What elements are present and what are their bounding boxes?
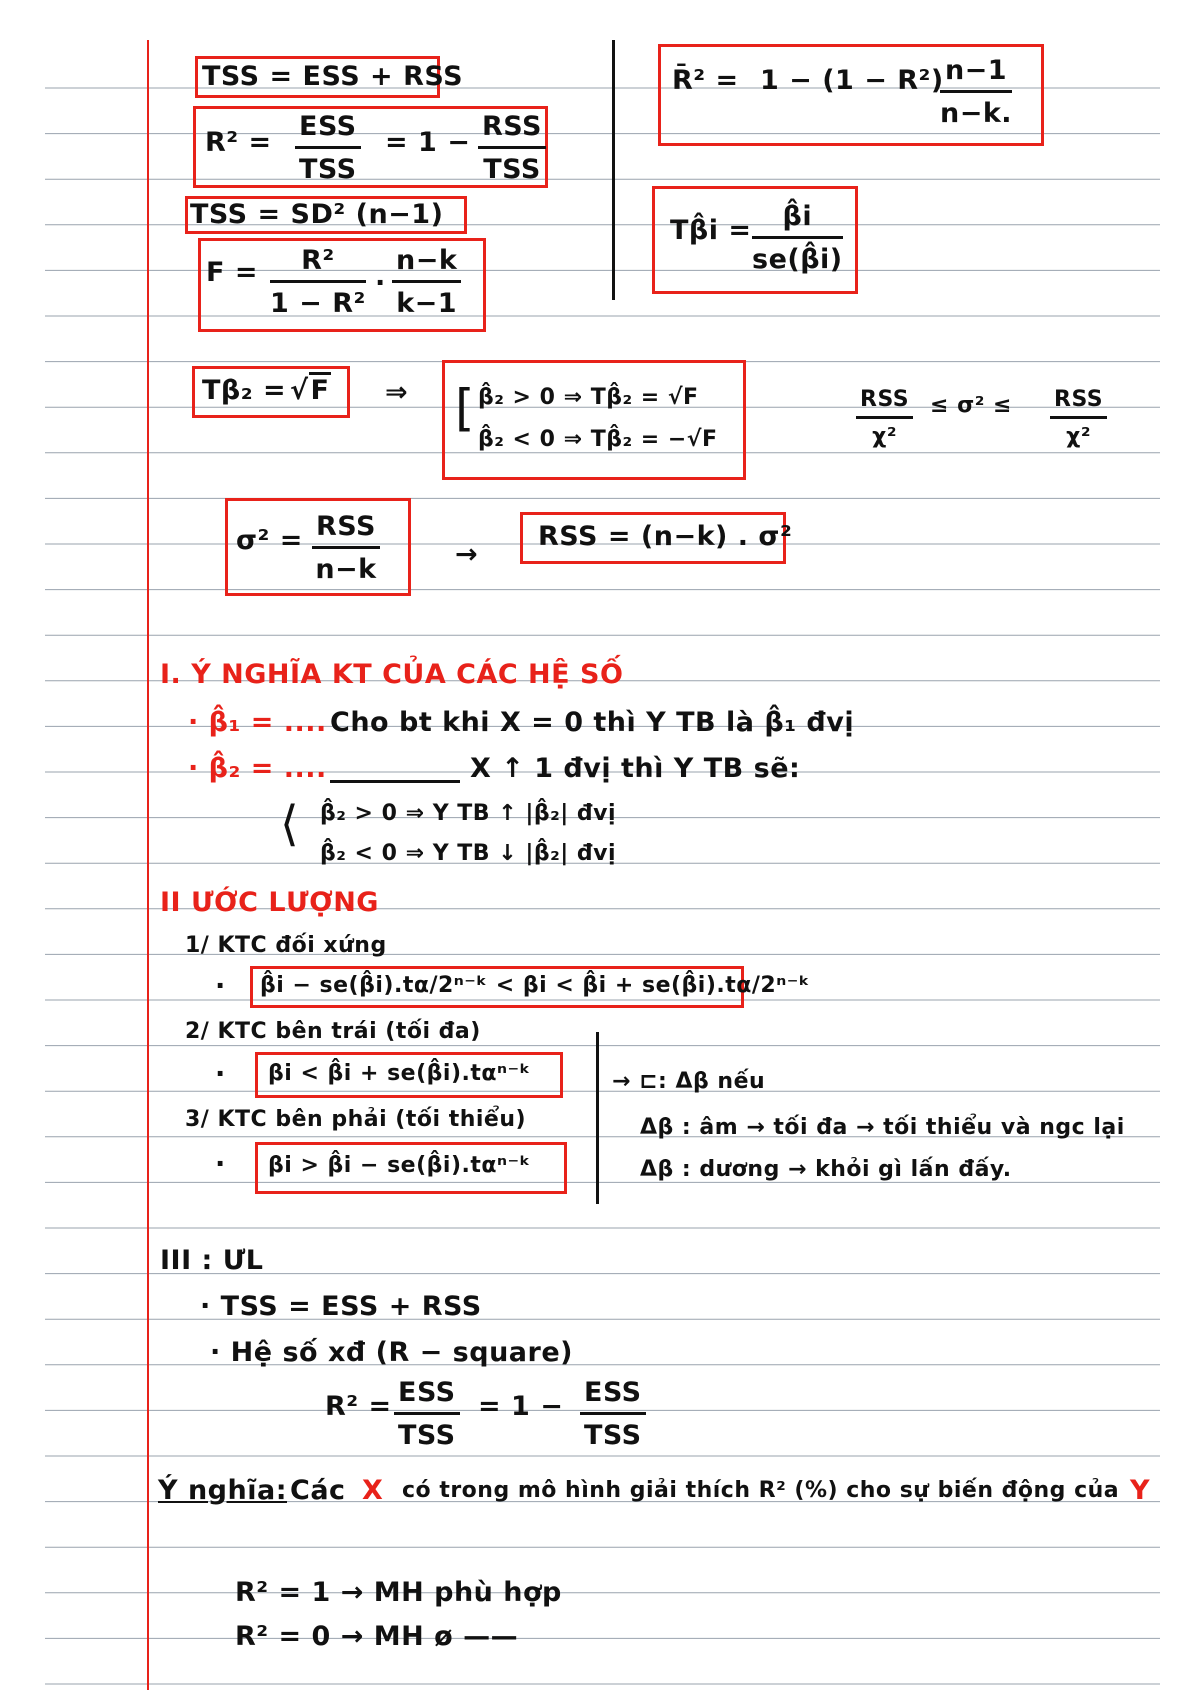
ci-left-formula: βi < β̂i + se(β̂i).tαⁿ⁻ᵏ [268, 1061, 531, 1086]
ci-symmetric-label: 1/ KTC đối xứng [185, 933, 387, 958]
fraction-numerator: n−k [392, 244, 461, 283]
beta2-case-positive: β̂₂ > 0 ⇒ Y TB ↑ |β̂₂| đvị [320, 801, 617, 826]
sqrt-radicand: F [309, 372, 332, 406]
formula-adj-lhs: R̄² = [672, 65, 739, 96]
case-positive: β̂₂ > 0 ⇒ Tβ̂₂ = √F [478, 385, 699, 410]
fraction-rss-chi1 [856, 386, 913, 451]
formula-r2-mid: = 1 − [385, 127, 471, 158]
fraction-nk-over-k1 [392, 244, 461, 321]
arrow-implies-2: → [455, 539, 479, 570]
case-negative: β̂₂ < 0 ⇒ Tβ̂₂ = −√F [478, 427, 718, 452]
bullet-dot: · [215, 1059, 226, 1090]
formula-f-lhs: F = [206, 257, 258, 288]
column-divider [612, 40, 615, 300]
section-3-r2-mid: = 1 − [478, 1391, 564, 1422]
fraction-numerator: RSS [1050, 386, 1107, 419]
formula-rss-equation: RSS = (n−k) . σ² [538, 521, 793, 552]
fraction-denominator: TSS [584, 1420, 642, 1451]
section-1-title: I. Ý NGHĨA KT CỦA CÁC HỆ SỐ [160, 659, 624, 690]
ci-right-label: 3/ KTC bên phải (tối thiểu) [185, 1107, 527, 1132]
fraction-numerator: ESS [295, 110, 361, 149]
beta2-text: X ↑ 1 đvị thì Y TB sẽ: [470, 753, 801, 784]
arrow-implies-1: ⇒ [385, 377, 409, 408]
case-angle: ⟨ [280, 796, 300, 852]
note-line-2: Δβ : âm → tối đa → tối thiểu và ngc lại [640, 1115, 1125, 1140]
beta1-text: Cho bt khi X = 0 thì Y TB là β̂₁ đvị [330, 707, 855, 738]
fraction-numerator: R² [270, 244, 366, 283]
bullet-dot: · [215, 971, 226, 1002]
blank-line [330, 780, 460, 783]
fraction-denominator: se(β̂i) [752, 244, 843, 275]
r2-equals-one: R² = 1 → MH phù hợp [235, 1577, 562, 1608]
box-sign-cases [442, 360, 746, 480]
fraction-denominator: n−k [315, 554, 377, 585]
fraction-denominator: χ² [872, 424, 897, 449]
fraction-denominator: n−k. [940, 98, 1013, 129]
section-3-r2-lhs: R² = [325, 1391, 392, 1422]
fraction-rss-chi2 [1050, 386, 1107, 451]
meaning-x: X [362, 1475, 384, 1506]
formula-tss-decomposition: TSS = ESS + RSS [202, 61, 464, 92]
fraction-denominator: χ² [1066, 424, 1091, 449]
section-3-title: III : ƯL [160, 1245, 264, 1276]
meaning-label: Ý nghĩa: [158, 1475, 287, 1506]
fraction-numerator: RSS [478, 110, 546, 149]
meaning-text-2: có trong mô hình giải thích R² (%) cho sự biến động của [402, 1478, 1120, 1503]
beta2-label: · β̂₂ = .... [188, 753, 327, 784]
fraction-ess-tss [295, 110, 361, 187]
fraction-denominator: 1 − R² [270, 288, 366, 319]
fraction-numerator: ESS [394, 1376, 460, 1415]
fraction-denominator: k−1 [396, 288, 458, 319]
fraction-numerator: n−1 [940, 54, 1012, 93]
fraction-r2-over-1-r2 [270, 244, 366, 321]
fraction-numerator: RSS [856, 386, 913, 419]
fraction-ess-tss-3 [580, 1376, 646, 1453]
fraction-beta-over-se [752, 200, 843, 277]
section-2-title: II ƯỚC LƯỢNG [160, 887, 379, 918]
formula-adj-rhs: 1 − (1 − R²) [760, 65, 944, 96]
section-3-item-2: · Hệ số xđ (R − square) [210, 1337, 573, 1368]
note-divider [596, 1032, 599, 1204]
fraction-numerator: β̂i [752, 200, 843, 239]
formula-t-lhs: Tβ̂i = [670, 215, 752, 246]
formula-tbeta-sqrt: √F [290, 374, 331, 408]
ci-left-label: 2/ KTC bên trái (tối đa) [185, 1019, 481, 1044]
fraction-numerator: RSS [312, 510, 380, 549]
fraction-ess-tss-2 [394, 1376, 460, 1453]
ci-right-formula: βi > β̂i − se(β̂i).tαⁿ⁻ᵏ [268, 1153, 531, 1178]
fraction-denominator: TSS [483, 154, 541, 185]
formula-ci-mid: ≤ σ² ≤ [930, 393, 1012, 418]
formula-sigma-lhs: σ² = [236, 525, 303, 556]
r2-equals-zero: R² = 0 → MH ø —— [235, 1621, 519, 1652]
fraction-rss-over-nk [312, 510, 380, 587]
beta1-label: · β̂₁ = .... [188, 707, 327, 738]
section-3-item-1: · TSS = ESS + RSS [200, 1291, 482, 1322]
ci-symmetric-formula: β̂i − se(β̂i).tα/2ⁿ⁻ᵏ < βi < β̂i + se(β̂i).tα/2ⁿ⁻ᵏ [260, 973, 811, 998]
fraction-rss-tss [478, 110, 546, 187]
formula-tbeta-lhs: Tβ₂ = [202, 375, 287, 406]
note-line-3: Δβ : dương → khỏi gì lấn đấy. [640, 1157, 1012, 1182]
meaning-text-1: Các [290, 1475, 346, 1506]
formula-r2-lhs: R² = [205, 127, 272, 158]
fraction-denominator: TSS [398, 1420, 456, 1451]
beta2-case-negative: β̂₂ < 0 ⇒ Y TB ↓ |β̂₂| đvị [320, 841, 617, 866]
bullet-dot: · [215, 1149, 226, 1180]
meaning-y: Y [1130, 1475, 1151, 1506]
fraction-n1-over-nk [940, 54, 1012, 131]
note-line-1: → ⊏: Δβ nếu [612, 1069, 766, 1094]
fraction-denominator: TSS [299, 154, 357, 185]
formula-tss-sd: TSS = SD² (n−1) [190, 199, 444, 230]
case-bracket: [ [455, 379, 476, 437]
formula-f-dot: . [375, 261, 386, 292]
fraction-numerator: ESS [580, 1376, 646, 1415]
